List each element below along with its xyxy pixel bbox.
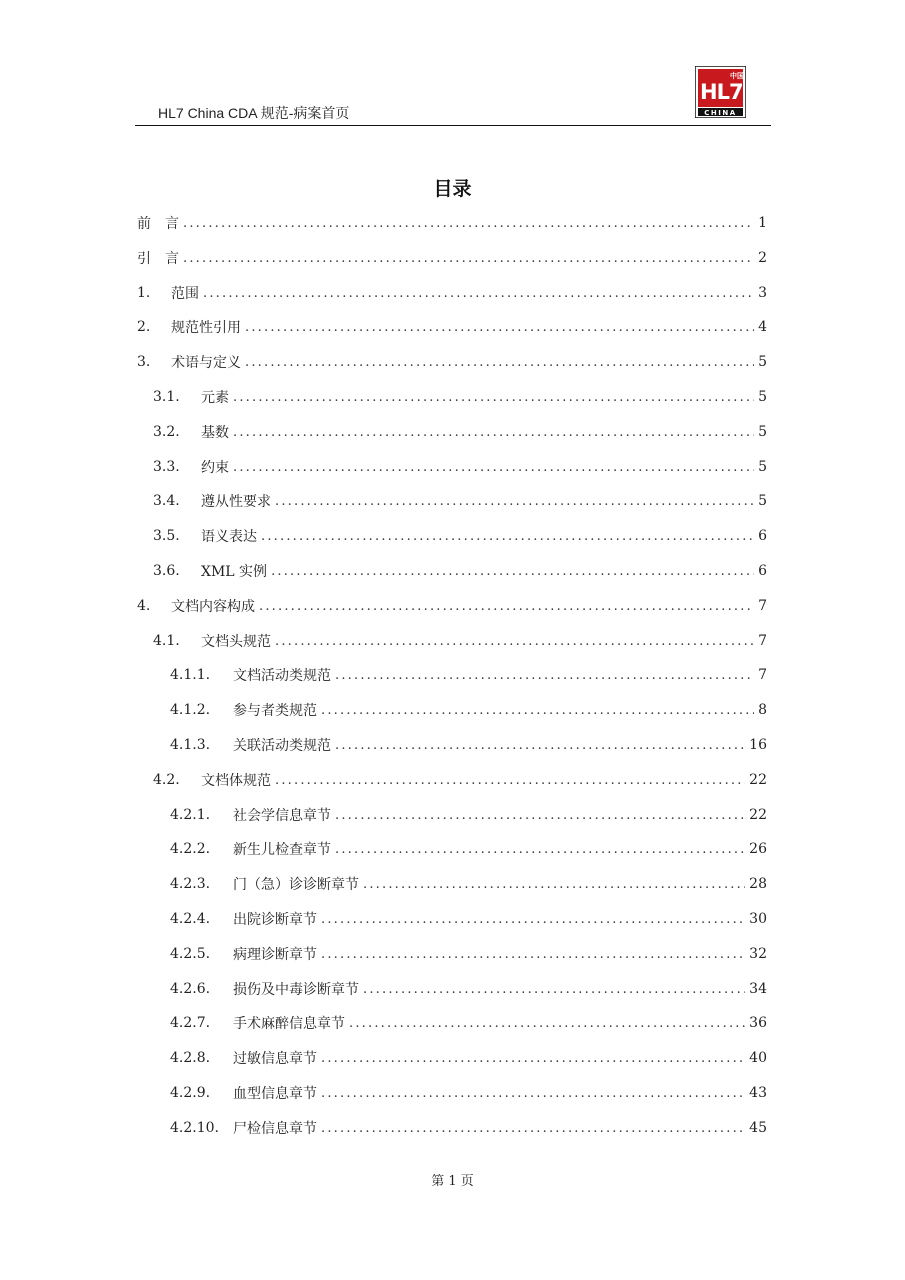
toc-entry-title: 过敏信息章节: [233, 1051, 317, 1067]
toc-entry-title: 范围: [171, 286, 199, 302]
toc-entry[interactable]: [153, 380, 767, 414]
toc-entry-title: 语义表达: [201, 529, 257, 545]
toc-entry-page: 32: [749, 946, 767, 962]
toc-dot-leader: [275, 634, 754, 649]
toc-entry-number: 4.2.6.: [170, 981, 211, 997]
toc-entry-title: 损伤及中毒诊断章节: [233, 982, 359, 998]
toc-entry-title: 尸检信息章节: [233, 1121, 317, 1137]
toc-entry[interactable]: [170, 937, 767, 971]
toc-entry-number: 3.4.: [153, 493, 180, 509]
toc-entry-page: 2: [758, 250, 767, 266]
toc-entry-title: 手术麻醉信息章节: [233, 1016, 345, 1032]
toc-entry[interactable]: [137, 241, 767, 275]
toc-entry-number: 4.1.3.: [170, 737, 211, 753]
toc-entry[interactable]: [137, 310, 767, 344]
toc-entry-number: 引 言: [137, 251, 179, 267]
toc-entry-page: 7: [758, 667, 767, 683]
toc-entry-number: 4.2.8.: [170, 1050, 211, 1066]
toc-entry-page: 28: [749, 876, 767, 892]
toc-entry-page: 45: [749, 1120, 767, 1136]
toc-dot-leader: [321, 703, 754, 718]
toc-entry-number: 4.2.4.: [170, 911, 211, 927]
toc-entry[interactable]: [170, 902, 767, 936]
toc-dot-leader: [321, 1051, 745, 1066]
toc-entry-title: 关联活动类规范: [233, 738, 331, 754]
toc-title: 目录: [433, 178, 472, 200]
toc-entry-title: 文档头规范: [201, 634, 271, 650]
toc-entry-page: 43: [749, 1085, 767, 1101]
toc-entry-title: 文档活动类规范: [233, 668, 331, 684]
toc-entry-title: 血型信息章节: [233, 1086, 317, 1102]
toc-entry-number: 3.2.: [153, 424, 180, 440]
toc-entry-page: 6: [758, 563, 767, 579]
toc-entry-page: 5: [758, 459, 767, 475]
toc-dot-leader: [259, 599, 754, 614]
toc-entry-page: 5: [758, 354, 767, 370]
toc-entry-number: 3.: [137, 354, 151, 370]
toc-entry[interactable]: [153, 450, 767, 484]
toc-dot-leader: [245, 320, 754, 335]
toc-dot-leader: [321, 1086, 745, 1101]
toc-dot-leader: [335, 808, 745, 823]
toc-entry-title: 参与者类规范: [233, 703, 317, 719]
toc-entry[interactable]: [170, 1076, 767, 1110]
toc-entry[interactable]: [153, 763, 767, 797]
toc-entry-page: 16: [749, 737, 767, 753]
toc-entry-number: 2.: [137, 319, 151, 335]
toc-entry[interactable]: [170, 1041, 767, 1075]
toc-dot-leader: [245, 355, 754, 370]
toc-entry[interactable]: [170, 658, 767, 692]
toc-entry-number: 1.: [137, 285, 151, 301]
toc-entry-number: 3.6.: [153, 563, 180, 579]
toc-entry-title: 病理诊断章节: [233, 947, 317, 963]
toc-entry-title: 约束: [201, 460, 229, 476]
toc-entry-page: 40: [749, 1050, 767, 1066]
logo-main-text: HL7: [700, 80, 743, 104]
logo-small-text: 中国: [730, 72, 744, 80]
toc-entry-number: 4.: [137, 598, 151, 614]
toc-entry-page: 5: [758, 424, 767, 440]
toc-entry-page: 6: [758, 528, 767, 544]
toc-entry[interactable]: [137, 589, 767, 623]
toc-dot-leader: [321, 947, 745, 962]
toc-entry[interactable]: [170, 972, 767, 1006]
toc-entry[interactable]: [153, 484, 767, 518]
toc-entry-number: 4.1.1.: [170, 667, 211, 683]
toc-dot-leader: [271, 564, 754, 579]
toc-entry-page: 34: [749, 981, 767, 997]
toc-dot-leader: [183, 251, 754, 266]
toc-entry[interactable]: [170, 1111, 767, 1145]
toc-dot-leader: [233, 425, 754, 440]
toc-entry[interactable]: [170, 728, 767, 762]
toc-entry-number: 4.2.3.: [170, 876, 211, 892]
header-divider: [135, 125, 771, 126]
toc-dot-leader: [349, 1016, 745, 1031]
toc-entry-number: 4.2.: [153, 772, 180, 788]
toc-entry-number: 4.1.2.: [170, 702, 211, 718]
toc-entry-title: 规范性引用: [171, 320, 241, 336]
toc-entry-title: 门（急）诊诊断章节: [233, 877, 359, 893]
toc-entry[interactable]: [153, 415, 767, 449]
toc-entry-page: 5: [758, 493, 767, 509]
toc-entry-number: 3.1.: [153, 389, 180, 405]
toc-entry-page: 22: [749, 772, 767, 788]
toc-entry[interactable]: [170, 867, 767, 901]
toc-entry-page: 30: [749, 911, 767, 927]
toc-entry-number: 前 言: [137, 216, 179, 232]
toc-entry[interactable]: [137, 276, 767, 310]
toc-entry[interactable]: [170, 832, 767, 866]
toc-entry-page: 4: [758, 319, 767, 335]
toc-entry-title: 新生儿检查章节: [233, 842, 331, 858]
toc-dot-leader: [233, 390, 754, 405]
toc-entry-number: 4.2.2.: [170, 841, 211, 857]
toc-entry-title: 术语与定义: [171, 355, 241, 371]
toc-entry[interactable]: [137, 345, 767, 379]
toc-dot-leader: [233, 460, 754, 475]
toc-entry-title: 遵从性要求: [201, 494, 271, 510]
toc-entry-title: 文档内容构成: [171, 599, 255, 615]
toc-entry-title: 元素: [201, 390, 229, 406]
header-title: HL7 China CDA 规范-病案首页: [158, 105, 350, 121]
toc-dot-leader: [363, 982, 745, 997]
toc-entry-number: 4.2.5.: [170, 946, 211, 962]
toc-entry-page: 22: [749, 807, 767, 823]
toc-entry-page: 7: [758, 598, 767, 614]
toc-entry-title: XML 实例: [201, 564, 268, 580]
logo-sub-text: CHINA: [704, 109, 737, 117]
toc-entry-title: 社会学信息章节: [233, 808, 331, 824]
toc-entry[interactable]: [137, 206, 767, 240]
toc-dot-leader: [335, 668, 754, 683]
toc-entry[interactable]: [153, 624, 767, 658]
toc-dot-leader: [335, 842, 745, 857]
toc-dot-leader: [335, 738, 745, 753]
hl7-china-logo-icon: [695, 66, 746, 118]
toc-entry-page: 3: [758, 285, 767, 301]
toc-entry-number: 4.2.10.: [170, 1120, 219, 1136]
toc-entry-page: 26: [749, 841, 767, 857]
toc-entry-number: 4.2.7.: [170, 1015, 211, 1031]
toc-entry-number: 3.3.: [153, 459, 180, 475]
toc-entry-number: 3.5.: [153, 528, 180, 544]
toc-entry-page: 5: [758, 389, 767, 405]
toc-dot-leader: [321, 912, 745, 927]
toc-entry-page: 1: [758, 215, 767, 231]
toc-entry-number: 4.2.1.: [170, 807, 211, 823]
toc-entry[interactable]: [170, 693, 767, 727]
toc-dot-leader: [275, 494, 754, 509]
toc-entry-number: 4.1.: [153, 633, 180, 649]
toc-dot-leader: [363, 877, 745, 892]
toc-entry[interactable]: [170, 1006, 767, 1040]
toc-entry-page: 8: [758, 702, 767, 718]
toc-entry-title: 基数: [201, 425, 229, 441]
toc-entry[interactable]: [153, 554, 767, 588]
toc-entry-page: 7: [758, 633, 767, 649]
toc-dot-leader: [261, 529, 754, 544]
page-number: 第 1 页: [431, 1174, 474, 1189]
toc-entry[interactable]: [170, 798, 767, 832]
toc-entry-number: 4.2.9.: [170, 1085, 211, 1101]
toc-entry-title: 出院诊断章节: [233, 912, 317, 928]
toc-dot-leader: [183, 216, 754, 231]
toc-entry-page: 36: [749, 1015, 767, 1031]
toc-dot-leader: [321, 1121, 745, 1136]
toc-entry[interactable]: [153, 519, 767, 553]
toc-dot-leader: [275, 773, 745, 788]
toc-dot-leader: [203, 286, 754, 301]
toc-entry-title: 文档体规范: [201, 773, 271, 789]
